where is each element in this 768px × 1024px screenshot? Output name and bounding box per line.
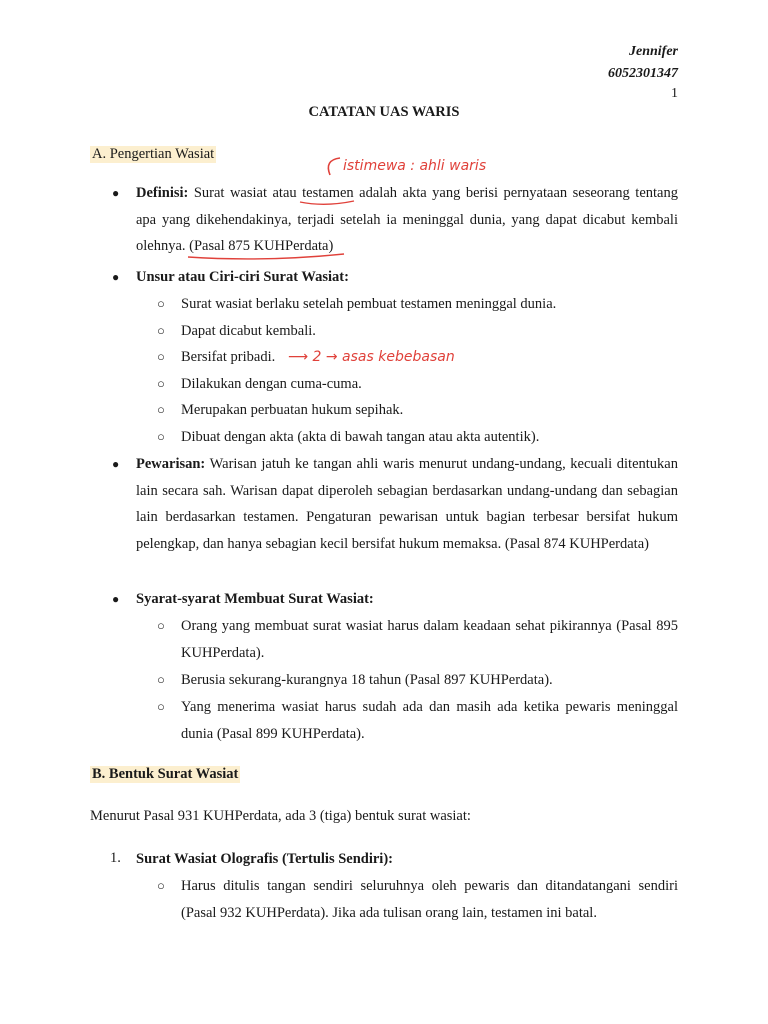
- definisi-item: [112, 180, 678, 260]
- list-item-text: Orang yang membuat surat wasiat harus dalam keadaan sehat pikirannya (Pasal 895 KUHPerdata).: [181, 618, 678, 661]
- bullet-icon: ●: [112, 592, 120, 606]
- circle-bullet-icon: ○: [157, 296, 165, 311]
- syarat-label: Syarat-syarat Membuat Surat Wasiat:: [136, 591, 374, 607]
- circle-bullet-icon: ○: [157, 323, 165, 338]
- section-a-heading: A. Pengertian Wasiat: [92, 146, 215, 162]
- bullet-icon: ●: [112, 457, 120, 471]
- list-item: [157, 694, 678, 747]
- definisi-label: Definisi:: [136, 185, 189, 201]
- unsur-label: Unsur atau Ciri-ciri Surat Wasiat:: [136, 269, 349, 285]
- list-item: [157, 424, 678, 451]
- student-id: 6052301347: [608, 66, 678, 81]
- circle-bullet-icon: ○: [157, 402, 165, 417]
- circle-bullet-icon: ○: [157, 429, 165, 444]
- list-item-text: Dapat dicabut kembali.: [181, 323, 316, 339]
- definisi-reference: (Pasal 875 KUHPerdata): [189, 238, 334, 254]
- list-item: [157, 291, 678, 318]
- list-item: [157, 873, 678, 926]
- list-item-text: Harus ditulis tangan sendiri seluruhnya oleh pewaris dan ditandatangani sendiri (Pasal 932 KUHPerdata). Jika ada tulisan orang lain, testamen ini batal.: [181, 878, 678, 921]
- section-b-heading: B. Bentuk Surat Wasiat: [92, 766, 239, 782]
- author-name: Jennifer: [629, 44, 678, 59]
- definisi-text-cont: adalah akta yang berisi pernyataan seseorang tentang apa yang dikehendakinya, terjadi setelah ia meninggal dunia, yang dapat dicabut kembali olehnya.: [136, 185, 678, 254]
- list-item-text: Yang menerima wasiat harus sudah ada dan masih ada ketika pewaris meninggal dunia (Pasal 899 KUHPerdata).: [181, 699, 678, 742]
- list-item-text: Dilakukan dengan cuma-cuma.: [181, 376, 362, 392]
- circle-bullet-icon: ○: [157, 349, 165, 364]
- circle-bullet-icon: ○: [157, 672, 165, 687]
- list-item-text: Dibuat dengan akta (akta di bawah tangan atau akta autentik).: [181, 429, 540, 445]
- pewarisan-item: [112, 451, 678, 557]
- definisi-text: Surat wasiat atau: [188, 185, 303, 201]
- annotation-bracket: [328, 158, 340, 175]
- list-number: 1.: [110, 850, 121, 866]
- pewarisan-label: Pewarisan:: [136, 456, 206, 472]
- circle-bullet-icon: ○: [157, 699, 165, 714]
- circle-bullet-icon: ○: [157, 878, 165, 893]
- definisi-term: testamen: [302, 185, 354, 201]
- list-item-text: Bersifat pribadi.: [181, 349, 276, 365]
- olografis-label: Surat Wasiat Olografis (Tertulis Sendiri):: [136, 851, 393, 867]
- pewarisan-text: Warisan jatuh ke tangan ahli waris menurut undang-undang, kecuali ditentukan lain secara sah. Warisan dapat diperoleh sebagian berdasarkan undang-undang dan sebagian lain berdasarkan testamen. Pengaturan pewarisan untuk bagian terbesar bersifat hukum pelengkap, dan hanya sebagian kecil bersifat hukum memaksa. (Pasal 874 KUHPerdata): [136, 456, 678, 552]
- annotation-testamen-note: istimewa : ahli waris: [343, 158, 487, 174]
- page-number: 1: [671, 86, 678, 101]
- list-item: [157, 344, 678, 371]
- list-item: [157, 397, 678, 424]
- list-item: [157, 667, 678, 694]
- circle-bullet-icon: ○: [157, 618, 165, 633]
- section-b-intro: Menurut Pasal 931 KUHPerdata, ada 3 (tiga) bentuk surat wasiat:: [90, 808, 471, 824]
- bullet-icon: ●: [112, 270, 120, 284]
- list-item-text: Surat wasiat berlaku setelah pembuat testamen meninggal dunia.: [181, 296, 557, 312]
- document-title: CATATAN UAS WARIS: [308, 104, 460, 120]
- list-item: [157, 613, 678, 666]
- olografis-item: [136, 846, 678, 873]
- circle-bullet-icon: ○: [157, 376, 165, 391]
- list-item-text: Merupakan perbuatan hukum sepihak.: [181, 402, 404, 418]
- list-item: [157, 318, 678, 345]
- unsur-item: [112, 264, 678, 291]
- bullet-icon: ●: [112, 186, 120, 200]
- list-item: [157, 371, 678, 398]
- annotation-pribadi-note: ⟶ 2 → asas kebebasan: [288, 349, 455, 365]
- syarat-item: [112, 586, 678, 613]
- list-item-text: Berusia sekurang-kurangnya 18 tahun (Pasal 897 KUHPerdata).: [181, 672, 553, 688]
